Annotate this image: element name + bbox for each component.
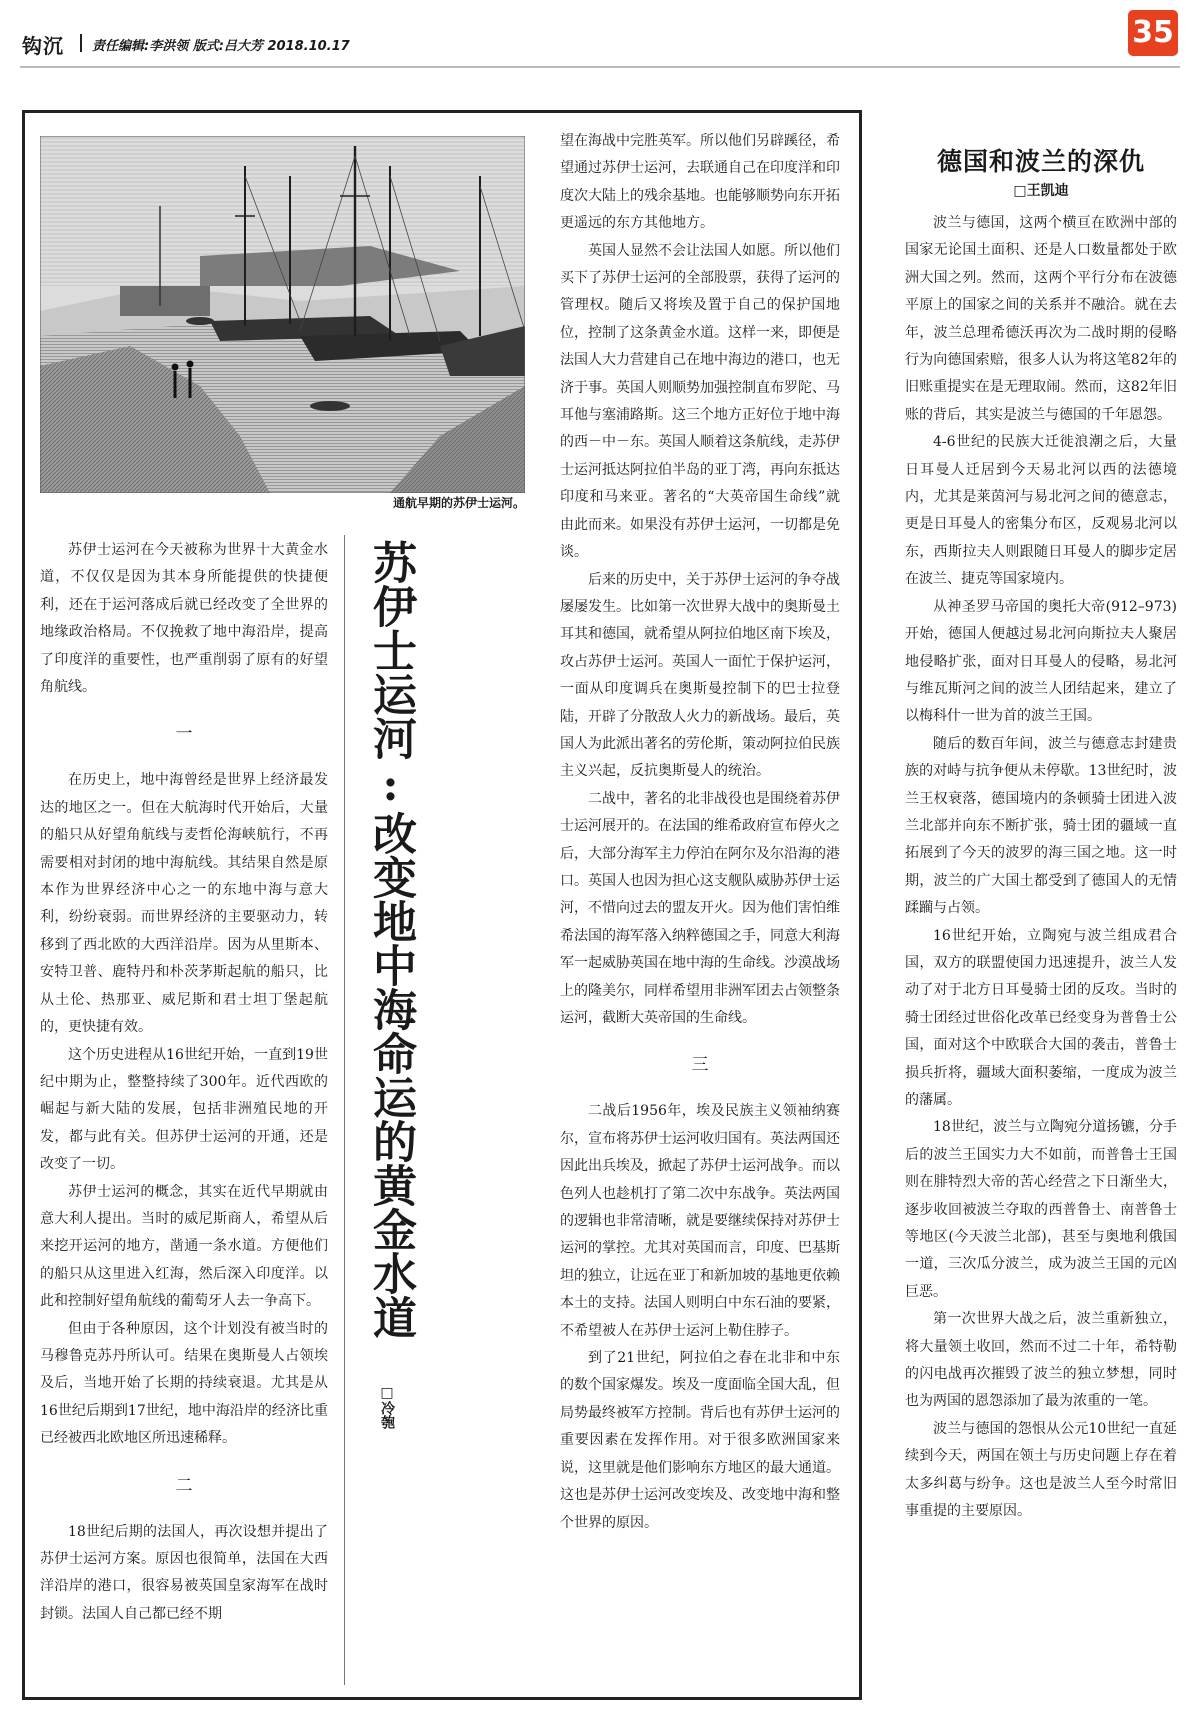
paragraph: 第一次世界大战之后，波兰重新独立，将大量领土收回，然而不过二十年，希特勒的闪电战再次摧毁了波兰的独立梦想，同时也为两国的恩怨添加了最为浓重的一笔。	[905, 1311, 1177, 1410]
suez-canal-engraving	[40, 136, 525, 493]
paragraph: 4-6世纪的民族大迁徙浪潮之后，大量日耳曼人迁居到今天易北河以西的法德境内，尤其是莱茵河与易北河之间的德意志，更是日耳曼人的密集分布区，反观易北河以东，西斯拉夫人则跟随日耳曼人的脚步定居在波兰、捷克等国家境内。	[905, 434, 1177, 588]
header-separator	[80, 34, 82, 52]
section-number: 一	[175, 724, 193, 745]
page-header	[22, 26, 1182, 60]
paragraph: 这个历史进程从16世纪开始，一直到19世纪中期为止，整整持续了300年。近代西欧的崛起与新大陆的发展，包括非洲殖民地的开发，都与此有关。但苏伊士运河的开通，还是改变了一切。	[40, 1046, 328, 1173]
side-article-author: □王凯迪	[1013, 183, 1069, 199]
paragraph: 波兰与德国，这两个横亘在欧洲中部的国家无论国土面积、还是人口数量都处于欧洲大国之列。然而，这两个平行分布在波德平原上的国家之间的关系并不融洽。就在去年，波兰总理希德沃再次为二战时期的侵略行为向德国索赔，很多人认为将这笔82年的旧账重提实在是无理取闹。然而，这82年旧账的背后，其实是波兰与德国的千年恩怨。	[905, 215, 1177, 423]
paragraph: 18世纪，波兰与立陶宛分道扬镳，分手后的波兰王国实力大不如前，而普鲁士王国则在腓特烈大帝的苦心经营之下日渐坐大，逐步收回被波兰夺取的西普鲁士、南普鲁士等地区(今天波兰北部)，甚至与奥地利俄国一道，三次瓜分波兰，成为波兰王国的元凶巨恶。	[905, 1119, 1177, 1300]
editor-info: 责任编辑:李洪领 版式:吕大芳 2018.10.17	[92, 39, 350, 54]
paragraph: 波兰与德国的怨恨从公元10世纪一直延续到今天，两国在领土与历史问题上存在着太多纠葛与纷争。这也是波兰人至今时常旧事重提的主要原因。	[905, 1420, 1177, 1520]
paragraph: 苏伊士运河的概念，其实在近代早期就由意大利人提出。当时的威尼斯商人，希望从后来挖开运河的地方，凿通一条水道。方便他们的船只从这里进入红海，然后深入印度洋。以此和控制好望角航线的葡萄牙人去一争高下。	[40, 1183, 328, 1310]
side-article-body	[905, 210, 1177, 1526]
paragraph: 18世纪后期的法国人，再次设想并提出了苏伊士运河方案。原因也很简单，法国在大西洋沿岸的港口，很容易被英国皇家海军在战时封锁。法国人自己都已经不期	[40, 1523, 328, 1622]
paragraph: 16世纪开始，立陶宛与波兰组成君合国，双方的联盟使国力迅速提升，波兰人发动了对于北方日耳曼骑士团的反攻。当时的骑士团经过世俗化改革已经变身为普鲁士公国，面对这个中欧联合大国的袭击，普鲁士损兵折将，疆域大面积萎缩，一度成为波兰的藩属。	[905, 927, 1177, 1108]
paragraph: 二战中，著名的北非战役也是围绕着苏伊士运河展开的。在法国的维希政府宣布停火之后，大部分海军主力停泊在阿尔及尔沿海的港口。英国人也因为担心这支舰队威胁苏伊士运河，不惜向过去的盟友开火。因为他们害怕维希法国的海军落入纳粹德国之手，同意大利海军一起威胁英国在地中海的生命线。沙漠战场上的隆美尔，同样希望用非洲军团去占领整条运河，截断大英帝国的生命线。	[560, 790, 840, 1026]
side-article-title: 德国和波兰的深仇	[936, 147, 1145, 176]
paragraph: 但由于各种原因，这个计划没有被当时的马穆鲁克苏丹所认可。结果在奥斯曼人占领埃及后，当地开始了长期的持续衰退。尤其是从16世纪后期到17世纪，地中海沿岸的经济比重已经被西北欧地区所迅速稀释。	[40, 1320, 328, 1447]
page-number-badge: 35	[1128, 10, 1178, 56]
column-divider	[344, 535, 345, 1685]
section-brand: 钩沉	[22, 34, 64, 58]
paragraph: 从神圣罗马帝国的奥托大帝(912–973)开始，德国人便越过易北河向斯拉夫人聚居地侵略扩张，面对日耳曼人的侵略，易北河与维瓦斯河之间的波兰人团结起来，建立了以梅科什一世为首的波兰王国。	[905, 598, 1177, 725]
paragraph: 二战后1956年，埃及民族主义领袖纳赛尔，宣布将苏伊士运河收归国有。英法两国还因此出兵埃及，掀起了苏伊士运河战争。而以色列人也趁机打了第二次中东战争。英法两国的逻辑也非常清晰，就是要继续保持对苏伊士运河的掌控。尤其对英国而言，印度、巴基斯坦的独立，让远在亚丁和新加坡的基地更依赖本土的支持。法国人则明白中东石油的要紧，不希望被人在苏伊士运河上勒住脖子。	[560, 1103, 840, 1339]
paragraph: 在历史上，地中海曾经是世界上经济最发达的地区之一。但在大航海时代开始后，大量的船只从好望角航线与麦哲伦海峡航行，不再需要相对封闭的地中海航线。其结果自然是原本作为世界经济中心之一的东地中海与意大利，纷纷衰弱。而世界经济的主要驱动力，转移到了西北欧的大西洋沿岸。因为从里斯本、安特卫普、鹿特丹和朴茨茅斯起航的船只，比从土伦、热那亚、威尼斯和君士坦丁堡起航的，更快捷有效。	[40, 772, 328, 1036]
main-article-title: 苏伊士运河:改变地中海命运的黄金水道	[365, 540, 416, 1339]
image-caption: 通航早期的苏伊士运河。	[392, 496, 525, 510]
section-number: 二	[175, 1475, 193, 1496]
main-article-column-1	[40, 537, 328, 1628]
paragraph: 后来的历史中，关于苏伊士运河的争夺战屡屡发生。比如第一次世界大战中的奥斯曼土耳其和德国，就希望从阿拉伯地区南下埃及，攻占苏伊士运河。英国人一面忙于保护运河，一面从印度调兵在奥斯曼控制下的巴士拉登陆，开辟了分散敌人火力的新战场。最后，英国人为此派出著名的劳伦斯，策动阿拉伯民族主义兴起，反抗奥斯曼人的统治。	[560, 571, 840, 780]
main-article-column-2	[560, 128, 840, 1537]
paragraph: 苏伊士运河在今天被称为世界十大黄金水道，不仅仅是因为其本身所能提供的快捷便利，还在于运河落成后就已经改变了全世界的地缘政治格局。不仅挽救了地中海沿岸，提高了印度洋的重要性，也严重削弱了原有的好望角航线。	[40, 542, 328, 696]
paragraph: 英国人显然不会让法国人如愿。所以他们买下了苏伊士运河的全部股票，获得了运河的管理权。随后又将埃及置于自己的保护国地位，控制了这条黄金水道。这样一来，即便是法国人大力营建自己在地中海边的港口，也无济于事。英国人则顺势加强控制直布罗陀、马耳他与塞浦路斯。这三个地方正好位于地中海的西－中－东。英国人顺着这条航线，走苏伊士运河抵达阿拉伯半岛的亚丁湾，再向东抵达印度和马来亚。著名的“大英帝国生命线”就由此而来。如果没有苏伊士运河，一切都是免谈。	[560, 242, 840, 561]
paragraph: 随后的数百年间，波兰与德意志封建贵族的对峙与抗争便从未停歇。13世纪时，波兰王权衰落，德国境内的条顿骑士团进入波兰北部并向东不断扩张，骑士团的疆域一直拓展到了今天的波罗的海三国之地。这一时期，波兰的广大国土都受到了德国人的无情蹂躏与占领。	[905, 735, 1177, 917]
paragraph: 望在海战中完胜英军。所以他们另辟蹊径，希望通过苏伊士运河，去联通自己在印度洋和印度次大陆上的残余基地。也能够顺势向东开拓更遥远的东方其他地方。	[560, 133, 840, 232]
section-number: 三	[691, 1055, 709, 1076]
paragraph: 到了21世纪，阿拉伯之春在北非和中东的数个国家爆发。埃及一度面临全国大乱，但局势最终被军方控制。背后也有苏伊士运河的重要因素在发挥作用。对于很多欧洲国家来说，这里就是他们影响东方地区的最大通道。这也是苏伊士运河改变埃及、改变地中海和整个世界的原因。	[560, 1350, 840, 1531]
header-divider	[20, 66, 1180, 68]
main-article-author: □冷匏	[379, 1385, 395, 1429]
